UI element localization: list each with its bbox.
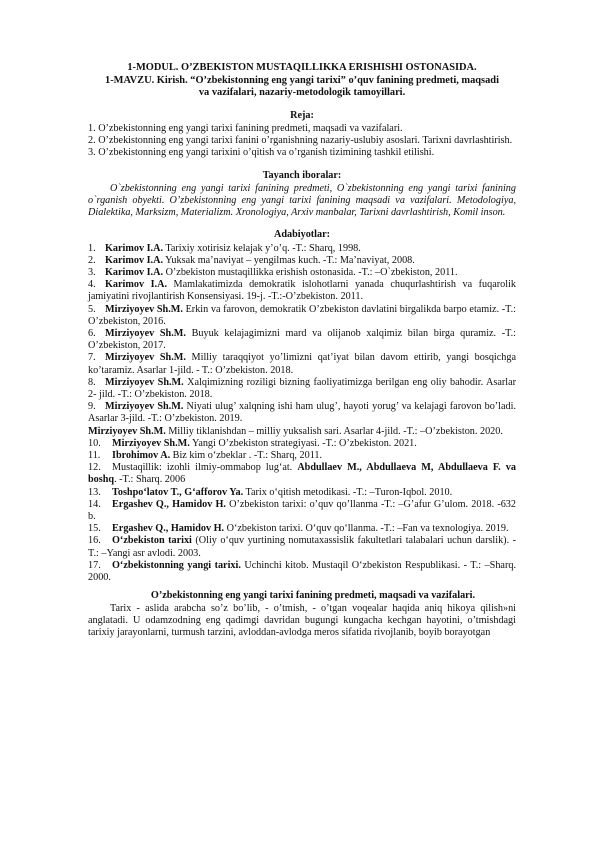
reference-number: 5.	[88, 303, 96, 315]
reference-author: Karimov I.A.	[105, 242, 164, 254]
reference-text: Niyati ulug’ xalqning ishi ham ulug’, hayoti yorug’ va kelajagi farovon bo’ladi. Asarlar 3-jild. -T.: O’zbekiston. 2019.	[88, 401, 517, 425]
reference-item	[88, 499, 516, 523]
reference-text: O‘zbekiston tarixi. O‘quv qo‘llanma. -T.: –Fan va texnologiya. 2019.	[224, 523, 509, 535]
reference-text: O’zbekiston mustaqillikka erishish ostonasida. -T.: –O`zbekiston, 2011.	[163, 267, 458, 279]
section-heading: O’zbekistonning eng yangi tarixi fanining predmeti, maqsadi va vazifalari.	[150, 590, 476, 602]
reference-text: Erkin va farovon, demokratik O’zbekiston davlatini birgalikda barpo etamiz. -T.: O’zbekiston, 2016.	[88, 303, 517, 327]
reference-item	[88, 328, 516, 352]
reference-author: Mirziyoyev Sh.M.	[105, 401, 184, 413]
title-line-3: va vazifalari, nazariy-metodologik tamoyillari.	[198, 87, 406, 99]
reference-item	[88, 426, 516, 438]
reference-author: Mirziyoyev Sh.M.	[105, 376, 184, 388]
section-text: Tarix - aslida arabcha so’z bo’lib, - o’tmish, - o’tgan voqealar haqida aniq hikoya qilish»ni anglatadi. U odamzodning eng qadimgi davridan bugungi kungacha kechgan hayotini, o’tmishdagi tarixiy jarayonlarni, turmush tarzini, avloddan-avlodga meros sifatida rivojlanib, boyib borayotgan	[88, 602, 516, 638]
reference-number: 10.	[88, 437, 101, 449]
reference-author: Abdullaev M., Abdullaeva M, Abdullaeva F. va boshq	[88, 462, 516, 486]
reference-item	[88, 450, 516, 462]
reja-heading: Reja:	[290, 109, 314, 121]
reference-item	[88, 401, 516, 425]
title-line-1: 1-MODUL. O’ZBEKISTON MUSTAQILLIKKA ERISHISHI OSTONASIDA.	[127, 62, 477, 73]
reference-item	[88, 255, 516, 267]
reference-author: Karimov I.A.	[105, 267, 164, 279]
reference-text: (Oliy o‘quv yurtining nomutaxassislik fakultetlari talabalari uchun darslik). - T.: –Yangi asr avlodi. 2003.	[88, 535, 516, 559]
reference-number: 14.	[88, 498, 101, 510]
reference-number: 1.	[88, 242, 96, 254]
reference-item	[88, 243, 516, 255]
tayanch-heading: Tayanch iboralar:	[262, 169, 342, 181]
adabiyotlar-heading: Adabiyotlar:	[273, 229, 331, 241]
reference-author: Mirziyoyev Sh.M.	[105, 303, 183, 315]
reference-item	[88, 304, 516, 328]
reference-text: O’zbekiston tarixi: o’quv qo’llanma -T.: –G’afur G’ulom. 2018. -632 b.	[88, 498, 516, 523]
reference-item	[88, 279, 516, 303]
reference-text: Milliy tiklanishdan – milliy yuksalish sari. Asarlar 4-jild. -T.: –O’zbekiston. 2020.	[165, 425, 503, 437]
reference-author: Karimov I.A.	[105, 279, 167, 291]
reja-item: 2. O’zbekistonning eng yangi tarixi fanini o’rganishning nazariy-uslubiy asoslari. Tarixni davrlashtirish.	[88, 135, 513, 147]
reference-text: Uchinchi kitob. Mustaqil O‘zbekiston Respublikasi. - T.: –Sharq. 2000.	[88, 559, 516, 584]
reference-text: Mustaqillik: izohli ilmiy-ommabop lug‘at.	[112, 462, 298, 474]
reference-author: Mirziyoyev Sh.M.	[105, 352, 186, 364]
reference-item	[88, 487, 516, 499]
reference-number: 9.	[88, 401, 96, 413]
reference-author: Ergashev Q., Hamidov H.	[112, 523, 225, 535]
reference-item	[88, 267, 516, 279]
reference-text: Yangi O’zbekiston strategiyasi. -T.: O’zbekiston. 2021.	[189, 437, 417, 449]
reference-item	[88, 535, 516, 559]
reference-number: 13.	[88, 486, 101, 498]
reference-text: Yuksak ma’naviyat – yengilmas kuch. -T.: Ma’naviyat, 2008.	[163, 254, 415, 266]
reference-author: Mirziyoyev Sh.M.	[105, 328, 186, 340]
reference-author: Mirziyoyev Sh.M.	[88, 425, 166, 437]
reja-list	[88, 123, 516, 160]
reference-number: 16.	[88, 535, 101, 547]
reference-text: Milliy taraqqiyot yo’limizni qat’iyat bilan davom ettirib, yangi bosqichga ko’taramiz. Asarlar 1-jild. - T.: O’zbekiston. 2018.	[88, 352, 516, 376]
reference-author: Toshpo‘latov T., G‘afforov Ya.	[112, 486, 244, 498]
reja-item: 3. O’zbekistonning eng yangi tarixini o’qitish va o’rganish tizimining tashkil etilishi.	[88, 147, 435, 159]
reference-number: 7.	[88, 352, 96, 364]
tayanch-text: O`zbekistonning eng yangi tarixi fanining predmeti, O`zbekistonning eng yangi tarixi fanining o`rganish obyekti. O’zbekistonning eng yangi tarixi fanining maqsadi va vazifalari. Metodologiya, Dialektika, Marksizm, Materializm. Xronologiya, Arxiv manbalar, Tarixni davrlashtirish, Komil inson.	[88, 182, 516, 219]
reference-number: 3.	[88, 267, 96, 279]
reference-text: Tarix o‘qitish metodikasi. -T.: –Turon-Iqbol. 2010.	[243, 486, 453, 498]
reference-number: 17.	[88, 559, 101, 571]
reference-text: Buyuk kelajagimizni mard va olijanob xalqimiz bilan birga quramiz. -T.: O’zbekiston, 2017.	[88, 328, 516, 352]
reference-author: Karimov I.A.	[105, 254, 164, 266]
reference-text: Biz kim o‘zbeklar . -T.: Sharq, 2011.	[170, 450, 323, 462]
reference-author: O‘zbekistonning yangi tarixi.	[112, 559, 241, 571]
reference-number: 8.	[88, 376, 96, 388]
reference-number: 4.	[88, 279, 96, 291]
reference-item	[88, 352, 516, 376]
reference-number: 6.	[88, 328, 96, 340]
reference-author: Mirziyoyev Sh.M.	[112, 437, 190, 449]
reference-author: Ergashev Q., Hamidov H.	[112, 498, 226, 510]
reference-text: . -T.: Sharq. 2006	[114, 474, 186, 486]
reja-item: 1. O’zbekistonning eng yangi tarixi fanining predmeti, maqsadi va vazifalari.	[88, 122, 403, 134]
reference-item	[88, 377, 516, 401]
reference-item	[88, 560, 516, 584]
reference-author: Ibrohimov A.	[112, 450, 171, 462]
reference-text: Tarixiy xotirisiz kelajak y’o’q. -T.: Sharq, 1998.	[163, 242, 361, 254]
document-title	[88, 62, 516, 100]
reference-list	[88, 243, 516, 585]
reference-item	[88, 523, 516, 535]
reference-number: 12.	[88, 462, 101, 474]
reference-item	[88, 462, 516, 486]
reference-author: O‘zbekiston tarixi	[112, 535, 192, 547]
reference-text: Xalqimizning roziligi bizning faoliyatimizga berilgan eng oliy bahodir. Asarlar 2- jild. -T.: O’zbekiston. 2018.	[88, 376, 516, 401]
title-line-2: 1-MAVZU. Kirish. “O’zbekistonning eng yangi tarixi” o’quv fanining predmeti, maqsadi	[105, 74, 499, 86]
reference-number: 2.	[88, 254, 96, 266]
reference-number: 11.	[88, 450, 101, 462]
reference-text: Mamlakatimizda demokratik islohotlarni yanada chuqurlashtirish va fuqarolik jamiyatini rivojlantirish Konsensiyasi. 19-j. -T.:-O’zbekiston. 2011.	[88, 279, 516, 303]
reference-number: 15.	[88, 523, 101, 535]
reference-item	[88, 438, 516, 450]
